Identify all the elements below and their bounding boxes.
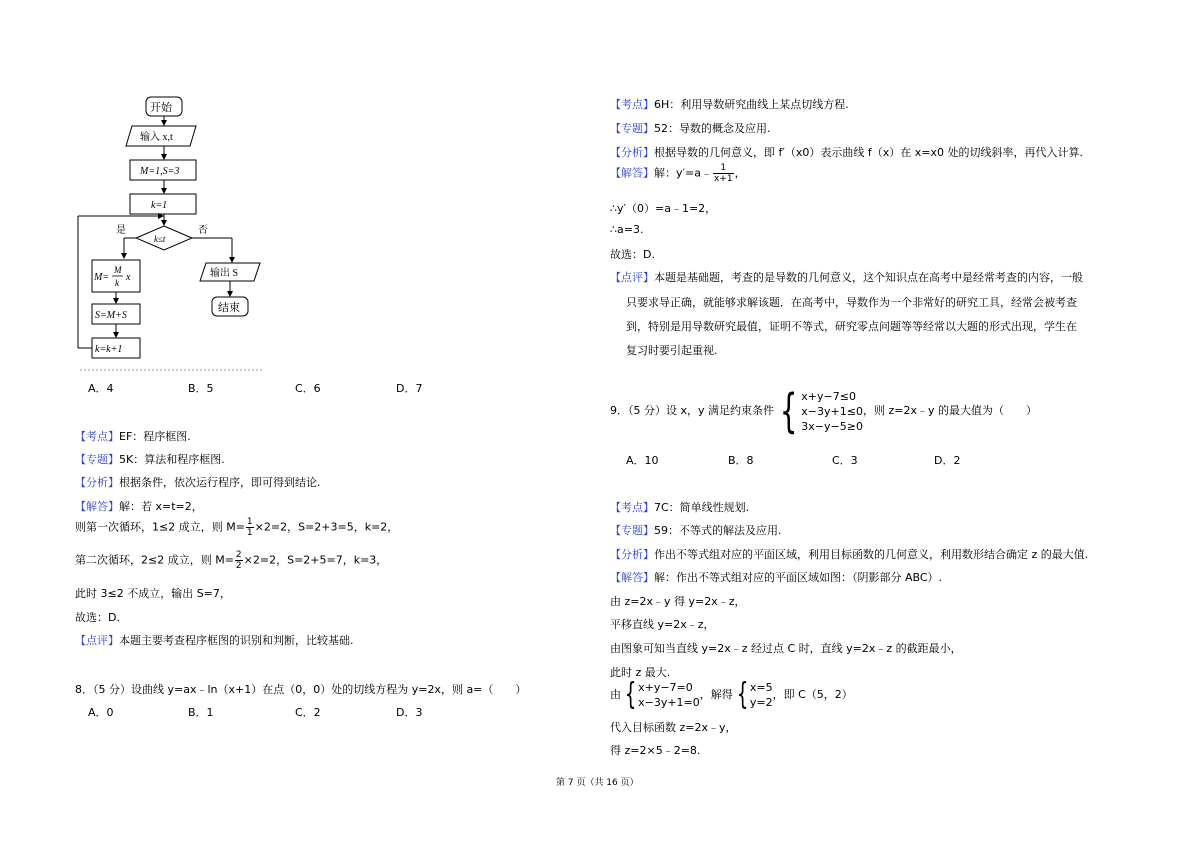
q9-line2: 平移直线 y=2x﹣z， [610, 618, 715, 631]
kaodian-tag: 【考点】 [75, 430, 119, 443]
q9-line5-s1: x+y−7=0 [638, 681, 693, 694]
kaodian-text: 7C：简单线性规划. [654, 501, 750, 514]
zhuanti-tag: 【专题】 [610, 524, 654, 537]
q9-stem [610, 384, 1037, 438]
q8-line1: ∴y′（0）=a﹣1=2， [610, 202, 717, 215]
q7-option-d: D．7 [396, 382, 423, 395]
m-update-suffix: x [126, 272, 131, 283]
m-update-prefix: M= [94, 272, 110, 283]
dianping-text-1: 本题是基础题，考查的是导数的几何意义，这个知识点在高考中是经常考查的内容，一般 [654, 271, 1083, 284]
q7-line1-den: 1 [246, 528, 253, 538]
q9-line5 [610, 677, 853, 712]
k-init-label: k=1 [151, 200, 168, 211]
jieda-text: 解：若 x=t=2， [119, 500, 203, 513]
q9-line7: 得 z=2×5﹣2=8. [610, 744, 701, 757]
q9-line6: 代入目标函数 z=2x﹣y， [610, 721, 737, 734]
q9-line5-c: ，即 C（5，2） [772, 688, 853, 701]
q9-line5-system-2 [750, 680, 773, 710]
init-label: M=1,S=3 [140, 166, 180, 177]
q9-line5-s2: x−3y+1=0 [638, 696, 700, 709]
q7-line2 [75, 550, 387, 571]
q7-line1-frac [246, 517, 254, 538]
q8-jieda-frac [713, 163, 734, 184]
zhuanti-text: 59：不等式的解法及应用. [654, 524, 782, 537]
q8-jieda-num: 1 [713, 163, 734, 174]
q7-line2-den: 2 [235, 561, 242, 571]
output-label: 输出 S [210, 268, 239, 279]
q7-line1-b: ×2=2，S=2+3=5，k=2， [254, 520, 399, 534]
cond-label: k≤t [154, 234, 166, 244]
q9-jieda [610, 569, 942, 585]
q7-line3: 此时 3≤2 不成立，输出 S=7， [75, 587, 231, 600]
q9-constraint-2: x−3y+1≤0 [801, 404, 863, 418]
s-update-label: S=M+S [95, 310, 127, 321]
kaodian-text: 6H：利用导数研究曲线上某点切线方程. [654, 98, 849, 111]
q9-constraint-3: 3x−y−5≥0 [801, 419, 863, 433]
k-update-label: k=k+1 [95, 344, 123, 355]
q7-line2-a: 第二次循环，2≤2 成立，则 M= [75, 553, 234, 567]
q8-option-b: B．1 [188, 706, 214, 719]
q9-constraint-1: x+y−7≤0 [801, 389, 856, 403]
q9-constraints [801, 389, 863, 434]
q8-option-d: D．3 [396, 706, 423, 719]
q9-line5-brace-1: { [624, 677, 637, 712]
kaodian-tag: 【考点】 [610, 501, 654, 514]
zhuanti-tag: 【专题】 [610, 122, 654, 135]
jieda-tag: 【解答】 [610, 571, 654, 584]
q7-option-b: B．5 [188, 382, 214, 395]
q8-stem: 8．（5 分）设曲线 y=ax﹣ln（x+1）在点（0，0）处的切线方程为 y=2x，则 a=（ ） [75, 683, 527, 696]
q7-fenxi [75, 474, 321, 490]
q7-option-c: C．6 [295, 382, 321, 395]
no-label: 否 [198, 225, 208, 236]
q7-jieda [75, 498, 203, 514]
q7-line2-b: ×2=2，S=2+5=7，k=3， [243, 553, 388, 567]
kaodian-tag: 【考点】 [610, 98, 654, 111]
q9-option-a: A．10 [626, 454, 659, 467]
q9-brace: { [779, 384, 798, 438]
page-footer: 第 7 页（共 16 页） [556, 778, 639, 788]
fenxi-text: 根据条件，依次运行程序，即可得到结论. [119, 476, 321, 489]
q9-option-d: D．2 [934, 454, 961, 467]
q8-zhuanti [610, 120, 771, 136]
q9-option-b: B．8 [728, 454, 754, 467]
yes-label: 是 [116, 225, 126, 236]
q8-jieda-den: x+1 [713, 174, 733, 184]
m-update-num: M [114, 265, 122, 275]
q7-line2-frac [235, 550, 243, 571]
q8-jieda-b: ， [734, 166, 746, 180]
q8-jieda-a: 解：y′=a﹣ [654, 166, 712, 180]
kaodian-text: EF：程序框图. [119, 430, 191, 443]
q9-zhuanti [610, 522, 782, 538]
q8-option-c: C．2 [295, 706, 321, 719]
m-update-den: k [115, 278, 119, 288]
q7-dianping [75, 632, 354, 648]
q7-line1 [75, 517, 398, 538]
q8-kaodian [610, 96, 849, 112]
q7-option-a: A．4 [88, 382, 114, 395]
q9-line5-s4: y=2 [749, 696, 773, 709]
start-label: 开始 [150, 102, 172, 114]
jieda-tag: 【解答】 [75, 500, 119, 513]
q9-line1: 由 z=2x﹣y 得 y=2x﹣z， [610, 595, 746, 608]
q9-line5-system-1 [638, 680, 700, 710]
input-label: 输入 x,t [140, 132, 173, 143]
fenxi-tag: 【分析】 [610, 548, 654, 561]
fenxi-tag: 【分析】 [610, 146, 654, 159]
q8-line3: 故选：D. [610, 248, 655, 261]
q7-kaodian [75, 428, 191, 444]
q9-line5-brace-2: { [736, 677, 749, 712]
dianping-tag: 【点评】 [610, 271, 654, 284]
q9-line5-s3: x=5 [749, 681, 773, 694]
q9-line5-b: ，解得 [699, 688, 733, 701]
q9-stem-a: 9．（5 分）设 x，y 满足约束条件 [610, 404, 775, 417]
q8-option-a: A．0 [88, 706, 114, 719]
q7-zhuanti [75, 451, 225, 467]
q9-kaodian [610, 499, 749, 515]
q7-line2-num: 2 [235, 550, 242, 560]
jieda-text: 解：作出不等式组对应的平面区域如图：（阴影部分 ABC）. [654, 571, 943, 584]
q7-line4: 故选：D. [75, 611, 120, 624]
dianping-tag: 【点评】 [75, 634, 119, 647]
zhuanti-tag: 【专题】 [75, 453, 119, 466]
q8-fenxi [610, 144, 1083, 160]
zhuanti-text: 5K：算法和程序框图. [119, 453, 225, 466]
end-label: 结束 [218, 302, 240, 314]
flowchart [70, 90, 280, 372]
q9-line4: 此时 z 最大. [610, 666, 671, 679]
fenxi-text: 作出不等式组对应的平面区域，利用目标函数的几何意义，利用数形结合确定 z 的最大值. [654, 548, 1089, 561]
q9-option-c: C．3 [832, 454, 858, 467]
q8-dianping-3: 到，特别是用导数研究最值，证明不等式，研究零点问题等等经常以大题的形式出现，学生在 [626, 320, 1077, 333]
q8-dianping-2: 只要求导正确，就能够求解该题．在高考中，导数作为一个非常好的研究工具，经常会被考查 [626, 296, 1077, 309]
q8-dianping-4: 复习时要引起重视. [626, 344, 718, 357]
q8-jieda [610, 163, 746, 184]
q9-fenxi [610, 546, 1088, 562]
fenxi-tag: 【分析】 [75, 476, 119, 489]
q7-line1-a: 则第一次循环，1≤2 成立，则 M= [75, 520, 245, 534]
q7-line1-num: 1 [246, 517, 253, 527]
q8-dianping-1 [610, 269, 1083, 285]
zhuanti-text: 52：导数的概念及应用. [654, 122, 771, 135]
jieda-tag: 【解答】 [610, 166, 654, 180]
dianping-text: 本题主要考查程序框图的识别和判断，比较基础. [119, 634, 354, 647]
q9-stem-b: ，则 z=2x﹣y 的最大值为（ ） [862, 404, 1037, 417]
q9-line5-a: 由 [610, 688, 621, 701]
q9-line3: 由图象可知当直线 y=2x﹣z 经过点 C 时，直线 y=2x﹣z 的截距最小， [610, 642, 962, 655]
q8-line2: ∴a=3. [610, 223, 644, 236]
fenxi-text: 根据导数的几何意义，即 f′（x0）表示曲线 f（x）在 x=x0 处的切线斜率，再代入计算. [654, 146, 1083, 159]
